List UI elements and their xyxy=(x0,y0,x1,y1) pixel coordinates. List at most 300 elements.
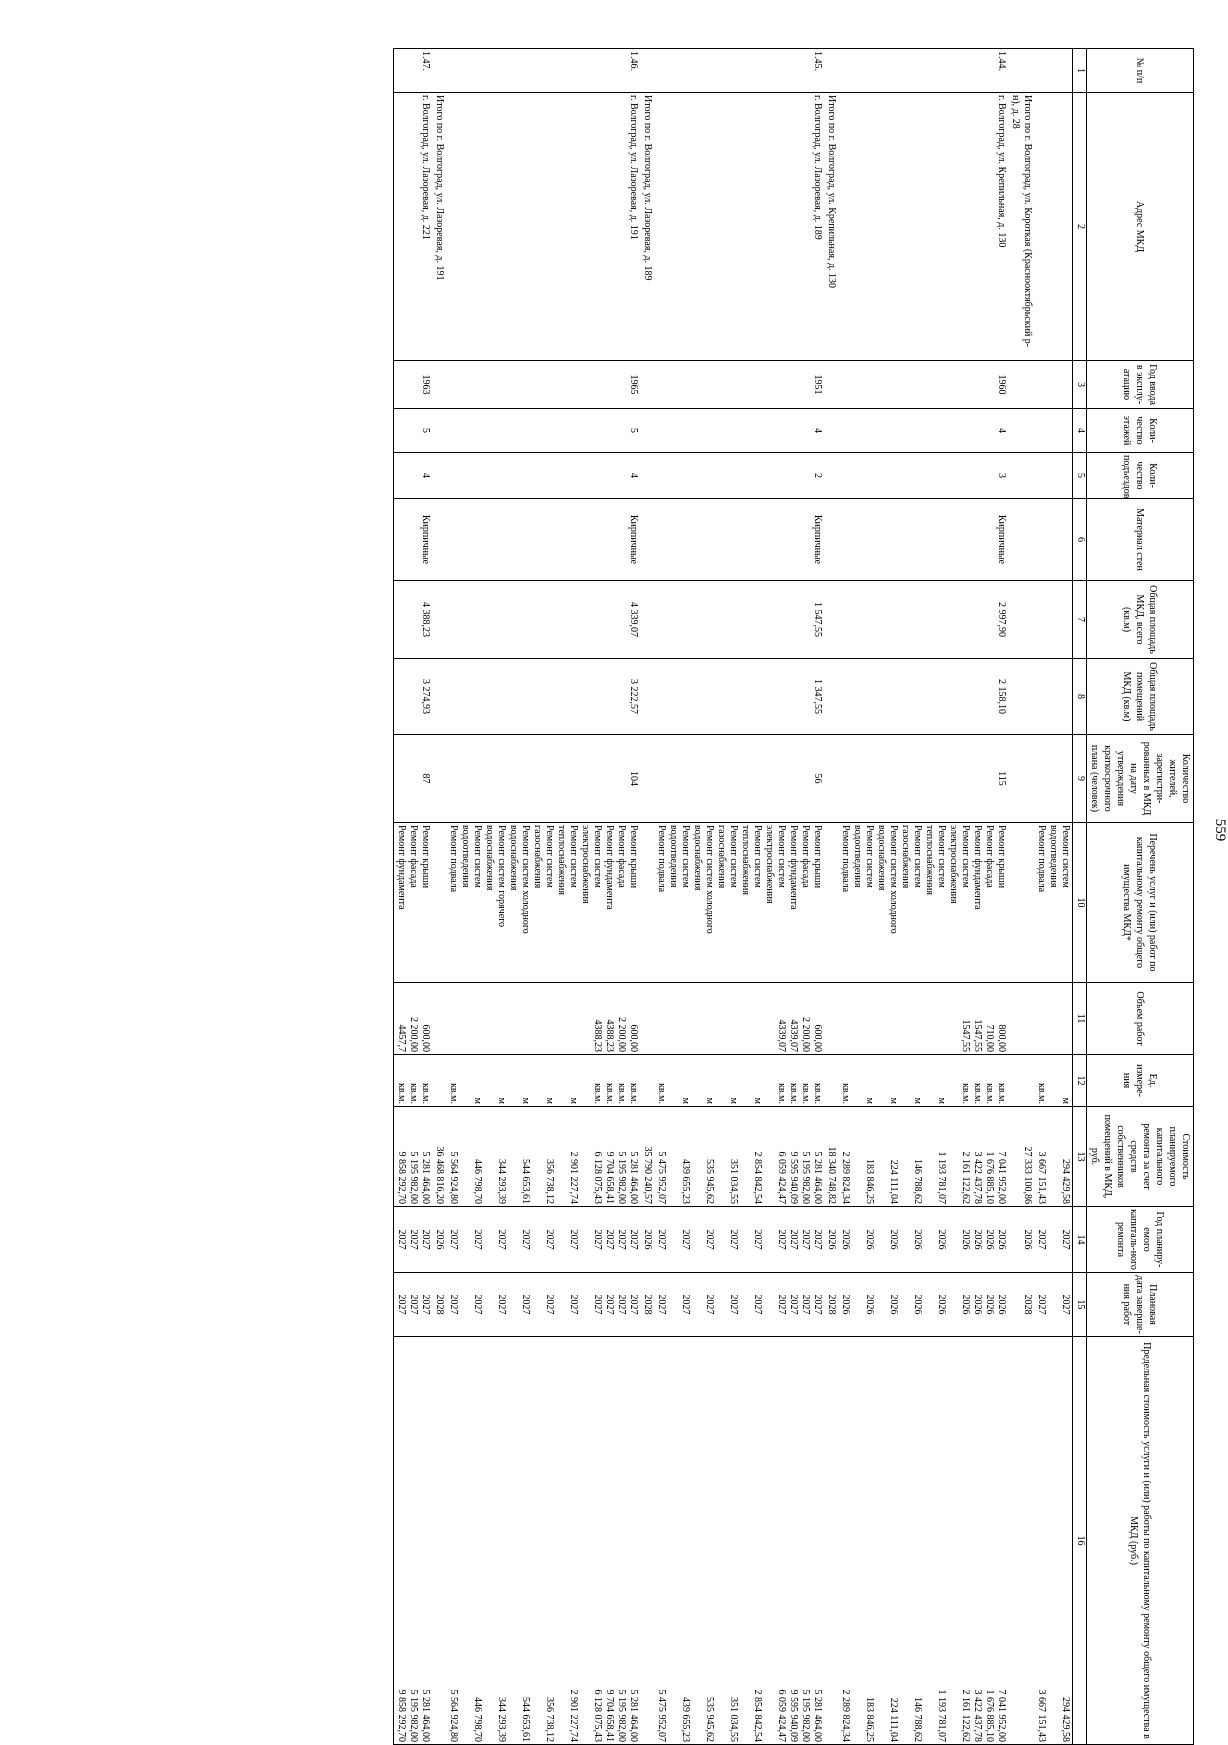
work-cost: 9 858 292,70 xyxy=(396,1151,407,1204)
work-item: электроснабжения xyxy=(948,825,959,904)
work-item: Ремонт систем xyxy=(728,825,739,888)
completion-year: 2027 xyxy=(592,1294,603,1315)
work-cost: 183 846,25 xyxy=(864,1159,875,1204)
row-number xyxy=(432,49,446,93)
cost-limit: 446 798,70 xyxy=(472,1697,483,1742)
work-cost xyxy=(555,1109,567,1204)
work-volume: 800,00 xyxy=(996,1024,1007,1052)
work-item: Ремонт систем холодного xyxy=(520,825,531,934)
completion-year xyxy=(875,1275,887,1334)
completion-year: 2027 xyxy=(812,1294,823,1315)
rooms-area: 1 347,55 xyxy=(654,659,824,735)
work-item: электроснабжения xyxy=(764,825,775,904)
work-item: теплоснабжения xyxy=(556,825,567,895)
work-cost: 294 429,58 xyxy=(1060,1159,1071,1204)
completion-year: 2027 xyxy=(544,1294,555,1315)
work-volume xyxy=(471,985,483,1052)
cost-limit: 3 667 151,43 xyxy=(1036,1689,1047,1742)
work-volume xyxy=(763,985,775,1052)
completion-year: 2027 xyxy=(704,1294,715,1315)
col-number: 16 xyxy=(1073,1337,1087,1745)
completion-year xyxy=(459,1275,471,1334)
work-item: Ремонт фундамента xyxy=(604,825,615,910)
planned-year-cell xyxy=(1008,1207,1034,1273)
work-cost-cell xyxy=(824,1107,838,1207)
work-item: Ремонт систем xyxy=(472,825,483,888)
work-volume xyxy=(899,985,911,1052)
address: г. Волгоград, ул. Крепильная, д. 130 xyxy=(838,93,1008,361)
work-cost: 356 738,12 xyxy=(544,1159,555,1204)
col-number: 12 xyxy=(1073,1055,1087,1107)
work-unit-cell xyxy=(654,1055,824,1107)
planned-year xyxy=(691,1209,703,1270)
completion-year: 2027 xyxy=(1060,1294,1071,1315)
row-number xyxy=(1034,49,1073,93)
cost-limit: 351 034,55 xyxy=(728,1697,739,1742)
completion-year xyxy=(555,1275,567,1334)
wall-material xyxy=(640,499,654,581)
completion-year xyxy=(851,1275,863,1334)
cost-limit: 5 195 982,00 xyxy=(616,1689,627,1742)
planned-year: 2026 xyxy=(912,1229,923,1250)
work-volume xyxy=(655,985,667,1052)
work-volume xyxy=(739,985,751,1052)
year-built xyxy=(640,361,654,409)
cost-limit-cell xyxy=(838,1337,1008,1745)
work-item: Ремонт крыши xyxy=(812,825,823,889)
completion-year: 2028 xyxy=(1022,1294,1033,1315)
work-volume: 710,00 xyxy=(984,1024,995,1052)
work-cost xyxy=(459,1109,471,1204)
planned-year: 2026 xyxy=(984,1229,995,1250)
completion-year: 2027 xyxy=(568,1294,579,1315)
wall-material xyxy=(1034,499,1073,581)
work-cost xyxy=(531,1109,543,1204)
address: г. Волгоград, ул. Лазоревая, д. 191 xyxy=(446,93,640,361)
table-row xyxy=(824,49,838,1745)
total-area xyxy=(640,581,654,659)
work-volume: 600,00 xyxy=(812,1024,823,1052)
work-unit: м xyxy=(728,1097,739,1104)
work-unit: кв.м. xyxy=(604,1083,615,1104)
cost-limit: 224 111,04 xyxy=(888,1697,899,1742)
work-cost: 5 195 982,00 xyxy=(616,1151,627,1204)
completion-year: 2026 xyxy=(960,1294,971,1315)
floor-count: 5 xyxy=(394,409,433,453)
work-item xyxy=(1021,825,1033,980)
entrance-count xyxy=(432,453,446,499)
col-header: Стоимость планируемого капитального ремонта за счет средств собственников помещений в МКД, руб. xyxy=(1087,1107,1194,1207)
cost-limit-cell xyxy=(446,1337,640,1745)
col-header: Предельная стоимость услуги и (или) работы по капитальному ремонту общего имущества в МКД (руб.) xyxy=(1087,1337,1194,1745)
table-row xyxy=(446,49,640,1745)
col-number: 9 xyxy=(1073,735,1087,823)
planned-year xyxy=(763,1209,775,1270)
work-unit: м xyxy=(544,1097,555,1104)
col-number: 1 xyxy=(1073,49,1087,93)
work-item: Ремонт подвала xyxy=(448,825,459,893)
work-unit: кв.м. xyxy=(420,1083,431,1104)
total-area xyxy=(824,581,838,659)
year-built: 1960 xyxy=(838,361,1008,409)
completion-year: 2027 xyxy=(728,1294,739,1315)
work-item: Ремонт фасада xyxy=(800,825,811,888)
work-unit xyxy=(433,1057,445,1104)
work-item: Ремонт систем холодного xyxy=(888,825,899,934)
cost-limit-cell xyxy=(432,1337,446,1745)
completion-year: 2026 xyxy=(840,1294,851,1315)
row-number xyxy=(640,49,654,93)
work-cost: 5 475 952,07 xyxy=(656,1151,667,1204)
table-row xyxy=(640,49,654,1745)
completion-year: 2028 xyxy=(434,1294,445,1315)
completion-year: 2026 xyxy=(888,1294,899,1315)
completion-year: 2026 xyxy=(996,1294,1007,1315)
completion-year-cell xyxy=(824,1273,838,1337)
planned-year: 2027 xyxy=(628,1229,639,1250)
year-built: 1951 xyxy=(654,361,824,409)
completion-year-cell xyxy=(654,1273,824,1337)
work-cost: 146 788,62 xyxy=(912,1159,923,1204)
completion-year-cell xyxy=(1034,1273,1073,1337)
work-item: Ремонт фасада xyxy=(616,825,627,888)
col-number: 2 xyxy=(1073,93,1087,361)
completion-year: 2027 xyxy=(472,1294,483,1315)
work-cost: 344 293,39 xyxy=(496,1159,507,1204)
work-unit-cell xyxy=(838,1055,1008,1107)
completion-year: 2026 xyxy=(864,1294,875,1315)
col-header: Объем работ xyxy=(1087,983,1194,1055)
address: Итого по г. Волгоград, ул. Короткая (Краснооктябрьский р-н), д. 28 xyxy=(1008,93,1034,361)
cost-limit xyxy=(691,1339,703,1742)
cost-limit: 9 858 292,70 xyxy=(396,1689,407,1742)
col-number: 3 xyxy=(1073,361,1087,409)
work-volume: 600,00 xyxy=(628,1024,639,1052)
work-unit xyxy=(555,1057,567,1104)
work-unit: кв.м. xyxy=(800,1083,811,1104)
work-item: Ремонт подвала xyxy=(656,825,667,893)
planned-year: 2027 xyxy=(520,1229,531,1250)
wall-material: Кирпичные xyxy=(838,499,1008,581)
work-unit: кв.м. xyxy=(592,1083,603,1104)
work-cost: 27 333 100,86 xyxy=(1022,1146,1033,1204)
work-cost xyxy=(923,1109,935,1204)
completion-year: 2027 xyxy=(680,1294,691,1315)
cost-limit: 344 293,39 xyxy=(496,1697,507,1742)
work-item-cell xyxy=(432,823,446,983)
work-volume xyxy=(715,985,727,1052)
cost-limit: 7 041 952,00 xyxy=(996,1689,1007,1742)
work-volume-cell xyxy=(1034,983,1073,1055)
work-unit: м xyxy=(472,1097,483,1104)
work-item-cell xyxy=(1008,823,1034,983)
work-volume xyxy=(531,985,543,1052)
work-item: теплоснабжения xyxy=(924,825,935,895)
work-volume: 2 200,00 xyxy=(616,1017,627,1052)
planned-year xyxy=(947,1209,959,1270)
address: г. Волгоград, ул. Лазоревая, д. 189 xyxy=(654,93,824,361)
work-cost: 3 422 437,78 xyxy=(972,1151,983,1204)
cost-limit: 5 281 464,00 xyxy=(420,1689,431,1742)
planned-year: 2027 xyxy=(800,1229,811,1250)
work-volume xyxy=(751,985,763,1052)
completion-year xyxy=(763,1275,775,1334)
entrance-count: 4 xyxy=(394,453,433,499)
work-unit xyxy=(667,1057,679,1104)
work-unit xyxy=(691,1057,703,1104)
work-volume xyxy=(679,985,691,1052)
work-unit xyxy=(851,1057,863,1104)
planned-year: 2027 xyxy=(1060,1229,1071,1250)
cost-limit xyxy=(1047,1339,1059,1742)
work-cost: 1 193 781,07 xyxy=(936,1151,947,1204)
cost-limit: 5 195 982,00 xyxy=(800,1689,811,1742)
row-number: 1.46. xyxy=(446,49,640,93)
rooms-area xyxy=(1034,659,1073,735)
cost-limit xyxy=(763,1339,775,1742)
cost-limit: 2 289 824,34 xyxy=(840,1689,851,1742)
planned-year-cell xyxy=(640,1207,654,1273)
planned-year-cell xyxy=(838,1207,1008,1273)
completion-year xyxy=(739,1275,751,1334)
table-row xyxy=(394,49,433,1745)
cost-limit xyxy=(433,1339,445,1742)
work-volume xyxy=(483,985,495,1052)
completion-year: 2027 xyxy=(752,1294,763,1315)
resident-count xyxy=(1034,735,1073,823)
year-built xyxy=(824,361,838,409)
table-body xyxy=(394,49,1073,1745)
planned-year: 2026 xyxy=(972,1229,983,1250)
work-volume-cell xyxy=(838,983,1008,1055)
cost-limit xyxy=(851,1339,863,1742)
completion-year-cell xyxy=(838,1273,1008,1337)
planned-year xyxy=(739,1209,751,1270)
work-cost: 6 128 075,43 xyxy=(592,1151,603,1204)
work-item: Ремонт систем xyxy=(680,825,691,888)
completion-year: 2026 xyxy=(936,1294,947,1315)
work-unit-cell xyxy=(1034,1055,1073,1107)
completion-year xyxy=(691,1275,703,1334)
cost-limit: 183 846,25 xyxy=(864,1697,875,1742)
work-cost: 351 034,55 xyxy=(728,1159,739,1204)
work-item: Ремонт фундамента xyxy=(788,825,799,910)
cost-limit: 5 564 924,80 xyxy=(448,1689,459,1742)
planned-year xyxy=(531,1209,543,1270)
work-item: Ремонт систем xyxy=(960,825,971,888)
work-cost-cell xyxy=(838,1107,1008,1207)
cost-limit xyxy=(947,1339,959,1742)
work-item: газоснабжения xyxy=(532,825,543,889)
cost-limit xyxy=(667,1339,679,1742)
cost-limit: 356 738,12 xyxy=(544,1697,555,1742)
work-unit: м xyxy=(864,1097,875,1104)
col-header: Количество жителей, зарегистри-рованных в МКД на дату утверждения краткосрочного плана (человек) xyxy=(1087,735,1194,823)
work-cost-cell xyxy=(640,1107,654,1207)
work-volume xyxy=(1035,985,1047,1052)
work-unit: кв.м. xyxy=(396,1083,407,1104)
planned-year xyxy=(667,1209,679,1270)
work-cost: 5 564 924,80 xyxy=(448,1151,459,1204)
completion-year-cell xyxy=(640,1273,654,1337)
planned-year: 2027 xyxy=(728,1229,739,1250)
completion-year-cell xyxy=(446,1273,640,1337)
work-cost-cell xyxy=(1034,1107,1073,1207)
floor-count xyxy=(1008,409,1034,453)
work-unit xyxy=(875,1057,887,1104)
work-unit xyxy=(715,1057,727,1104)
work-item: Ремонт систем xyxy=(592,825,603,888)
work-volume-cell xyxy=(1008,983,1034,1055)
planned-year xyxy=(579,1209,591,1270)
work-item: Ремонт крыши xyxy=(996,825,1007,889)
work-volume xyxy=(839,985,851,1052)
completion-year-cell xyxy=(394,1273,433,1337)
planned-year: 2027 xyxy=(420,1229,431,1250)
work-cost: 5 195 982,00 xyxy=(408,1151,419,1204)
address: Итого по г. Волгоград, ул. Лазоревая, д. 191 xyxy=(432,93,446,361)
work-volume xyxy=(703,985,715,1052)
work-cost: 7 041 952,00 xyxy=(996,1151,1007,1204)
completion-year: 2027 xyxy=(616,1294,627,1315)
work-unit-cell xyxy=(432,1055,446,1107)
work-volume xyxy=(459,985,471,1052)
completion-year: 2027 xyxy=(408,1294,419,1315)
cost-limit xyxy=(531,1339,543,1742)
col-header: Ед. измере-ния xyxy=(1087,1055,1194,1107)
work-unit: кв.м. xyxy=(616,1083,627,1104)
table-row xyxy=(1034,49,1073,1745)
work-item: водоснабжения xyxy=(508,825,519,891)
cost-limit: 1 676 885,10 xyxy=(984,1689,995,1742)
work-volume xyxy=(667,985,679,1052)
year-built xyxy=(432,361,446,409)
completion-year-cell xyxy=(432,1273,446,1337)
work-cost xyxy=(507,1109,519,1204)
work-item: водоснабжения xyxy=(692,825,703,891)
cost-limit: 2 854 842,54 xyxy=(752,1689,763,1742)
work-volume xyxy=(947,985,959,1052)
work-volume: 600,00 xyxy=(420,1024,431,1052)
work-cost: 1 676 885,10 xyxy=(984,1151,995,1204)
floor-count: 4 xyxy=(838,409,1008,453)
planned-year: 2027 xyxy=(752,1229,763,1250)
rooms-area xyxy=(824,659,838,735)
planned-year: 2027 xyxy=(472,1229,483,1250)
address: Итого по г. Волгоград, ул. Крепильная, д. 130 xyxy=(824,93,838,361)
cost-limit: 439 655,23 xyxy=(680,1697,691,1742)
cost-limit xyxy=(641,1339,653,1742)
work-unit xyxy=(459,1057,471,1104)
planned-year xyxy=(507,1209,519,1270)
work-volume xyxy=(567,985,579,1052)
work-unit-cell xyxy=(1008,1055,1034,1107)
rotated-page xyxy=(56,48,1228,1742)
work-volume: 4457,7 xyxy=(396,1024,407,1052)
work-cost xyxy=(851,1109,863,1204)
planned-year: 2026 xyxy=(864,1229,875,1250)
work-unit: м xyxy=(520,1097,531,1104)
row-number xyxy=(824,49,838,93)
cost-limit xyxy=(715,1339,727,1742)
wall-material: Кирпичные xyxy=(446,499,640,581)
completion-year: 2027 xyxy=(396,1294,407,1315)
work-cost: 439 655,23 xyxy=(680,1159,691,1204)
work-unit: кв.м. xyxy=(972,1083,983,1104)
completion-year: 2027 xyxy=(776,1294,787,1315)
cost-limit: 9 595 940,09 xyxy=(788,1689,799,1742)
work-cost: 3 667 151,43 xyxy=(1036,1151,1047,1204)
completion-year xyxy=(1047,1275,1059,1334)
planned-year: 2027 xyxy=(704,1229,715,1250)
cost-limit xyxy=(1021,1339,1033,1742)
work-cost: 6 059 424,47 xyxy=(776,1151,787,1204)
planned-year: 2027 xyxy=(776,1229,787,1250)
planned-year: 2026 xyxy=(960,1229,971,1250)
wall-material: Кирпичные xyxy=(394,499,433,581)
work-item: Ремонт фасада xyxy=(408,825,419,888)
work-unit-cell xyxy=(394,1055,433,1107)
cost-limit xyxy=(825,1339,837,1742)
row-number: 1.44. xyxy=(838,49,1008,93)
planned-year xyxy=(899,1209,911,1270)
work-cost: 9 595 940,09 xyxy=(788,1151,799,1204)
work-unit: м xyxy=(1060,1097,1071,1104)
work-unit: кв.м. xyxy=(656,1083,667,1104)
col-header: Общая площадь помещений МКД (кв.м) xyxy=(1087,659,1194,735)
total-area xyxy=(1008,581,1034,659)
work-item: водоотведения xyxy=(1048,825,1059,888)
wall-material: Кирпичные xyxy=(654,499,824,581)
col-number: 15 xyxy=(1073,1273,1087,1337)
work-volume xyxy=(519,985,531,1052)
work-item: Ремонт фундамента xyxy=(972,825,983,910)
work-volume: 2 200,00 xyxy=(408,1017,419,1052)
total-area: 2 997,90 xyxy=(838,581,1008,659)
address: г. Волгоград, ул. Лазоревая, д. 221 xyxy=(394,93,433,361)
header-row xyxy=(1087,49,1194,1745)
completion-year: 2027 xyxy=(420,1294,431,1315)
work-volume xyxy=(433,985,445,1052)
col-number: 6 xyxy=(1073,499,1087,581)
work-item: Ремонт фасада xyxy=(984,825,995,888)
work-item: водоснабжения xyxy=(876,825,887,891)
planned-year xyxy=(459,1209,471,1270)
cost-limit-cell xyxy=(394,1337,433,1745)
cost-limit: 5 475 952,07 xyxy=(656,1689,667,1742)
work-cost: 5 195 982,00 xyxy=(800,1151,811,1204)
work-unit: кв.м. xyxy=(960,1083,971,1104)
work-cost-cell xyxy=(432,1107,446,1207)
work-volume xyxy=(641,985,653,1052)
work-cost-cell xyxy=(654,1107,824,1207)
completion-year: 2027 xyxy=(1036,1294,1047,1315)
planned-year: 2027 xyxy=(396,1229,407,1250)
completion-year: 2026 xyxy=(984,1294,995,1315)
work-volume xyxy=(1059,985,1071,1052)
work-volume xyxy=(875,985,887,1052)
completion-year: 2026 xyxy=(972,1294,983,1315)
work-volume xyxy=(555,985,567,1052)
work-volume-cell xyxy=(824,983,838,1055)
work-volume xyxy=(507,985,519,1052)
planned-year-cell xyxy=(394,1207,433,1273)
planned-year xyxy=(1047,1209,1059,1270)
completion-year: 2027 xyxy=(496,1294,507,1315)
resident-count: 104 xyxy=(446,735,640,823)
work-unit: кв.м. xyxy=(448,1083,459,1104)
col-number: 5 xyxy=(1073,453,1087,499)
